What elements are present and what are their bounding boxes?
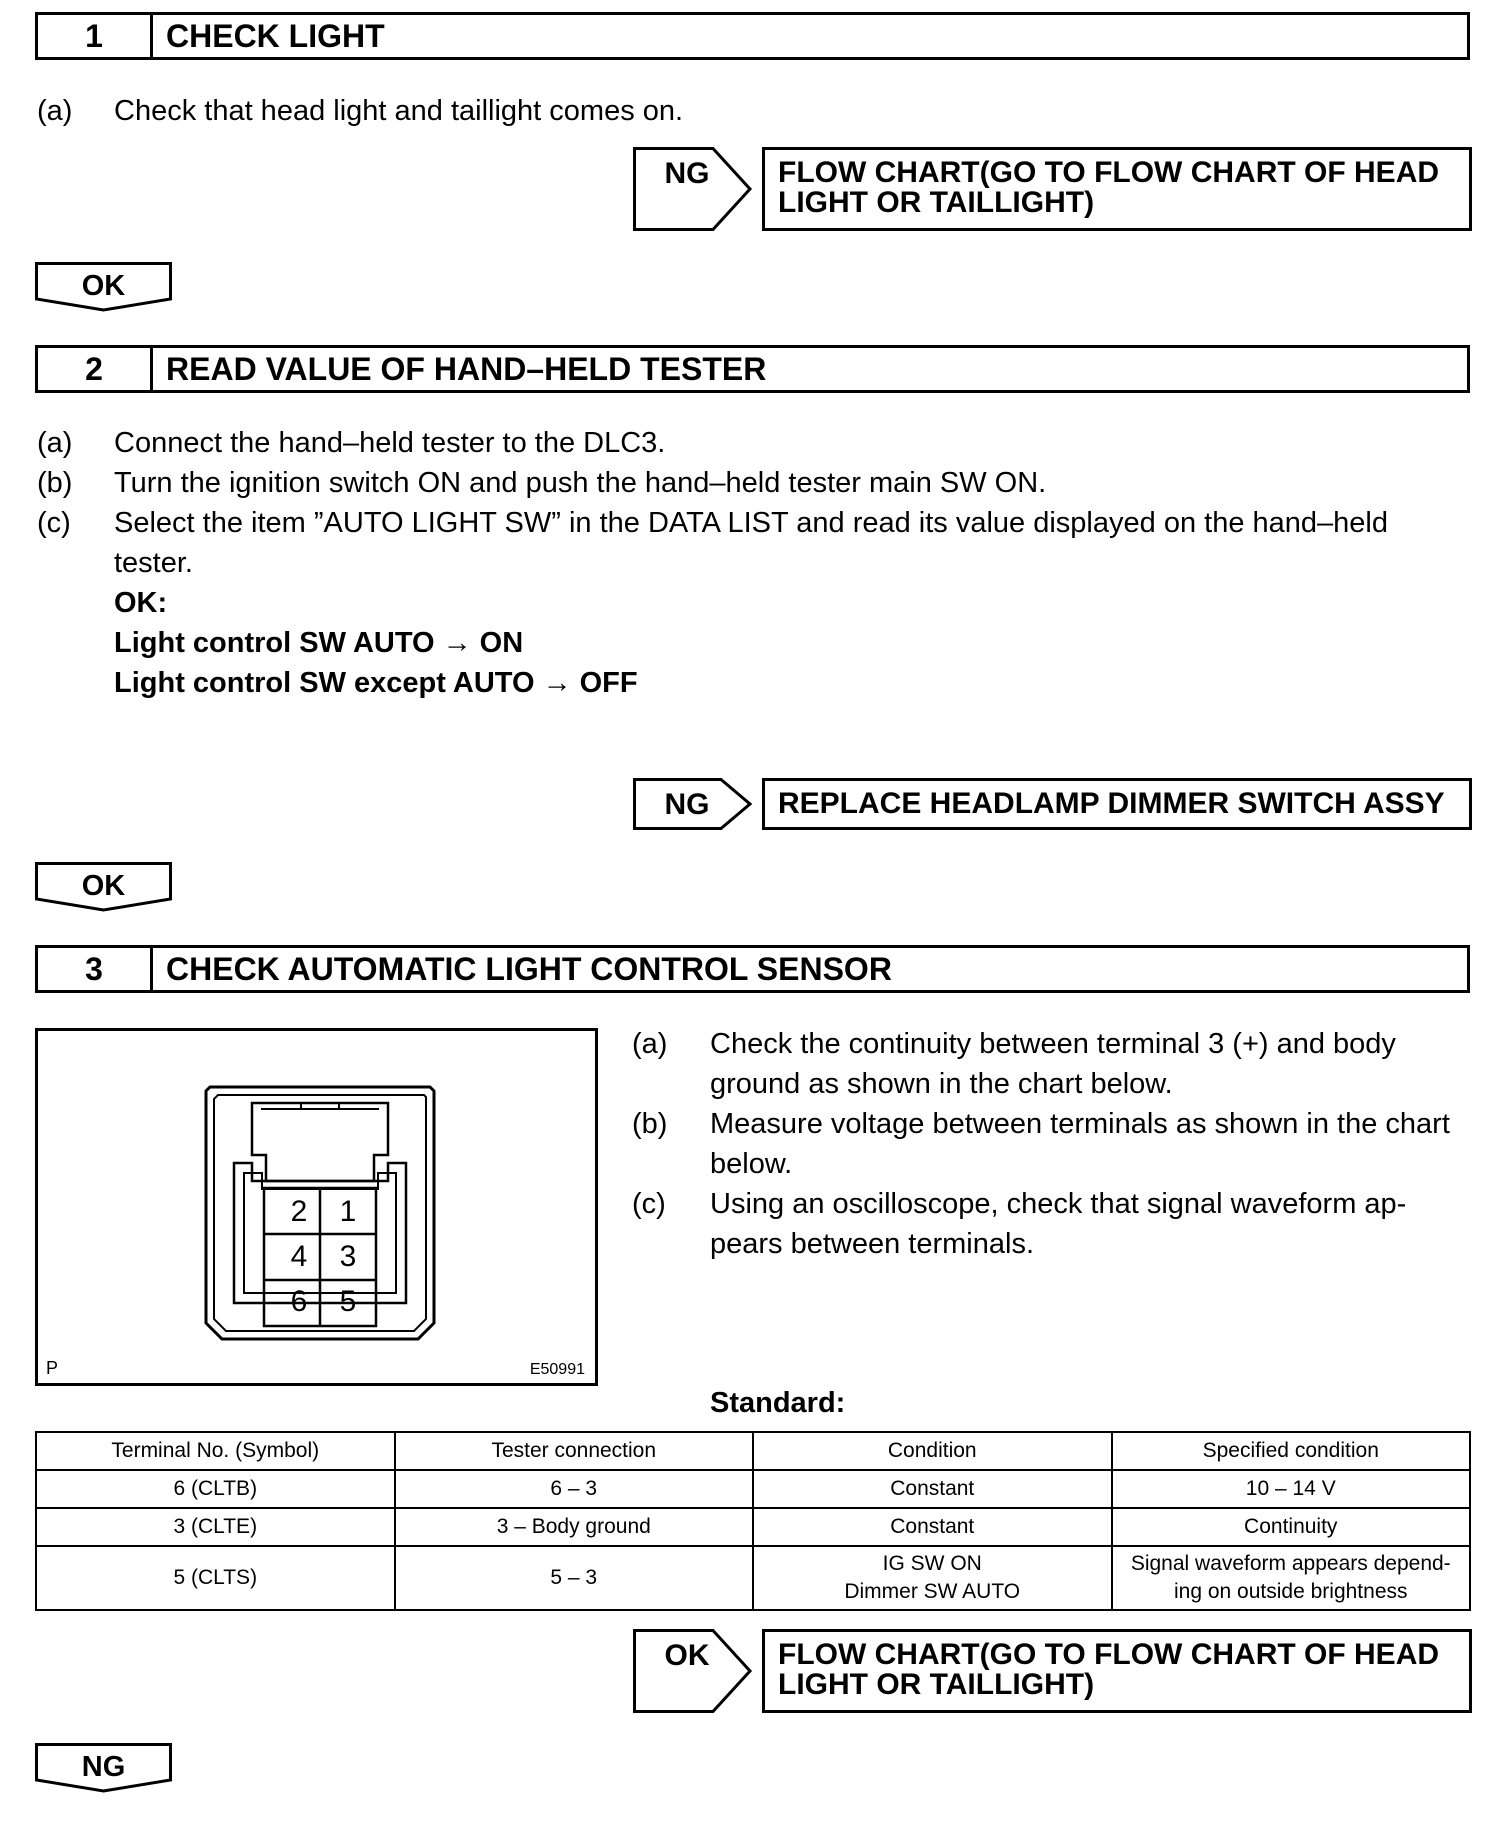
ok-label: OK bbox=[664, 1639, 710, 1672]
step-title: CHECK LIGHT bbox=[166, 17, 385, 54]
step-number: 2 bbox=[38, 348, 153, 390]
result-line: REPLACE HEADLAMP DIMMER SWITCH ASSY bbox=[778, 787, 1445, 820]
pin-label: 6 bbox=[290, 1285, 308, 1318]
item-letter: (b) bbox=[632, 1108, 668, 1140]
pin-label: 2 bbox=[290, 1195, 308, 1228]
ok-tab bbox=[35, 262, 172, 310]
instruction-text: Connect the hand–held tester to the DLC3. bbox=[114, 427, 666, 459]
table-cell: 5 (CLTS) bbox=[36, 1546, 395, 1610]
table-cell: Constant bbox=[753, 1508, 1112, 1546]
ng-result-box bbox=[762, 147, 1472, 231]
item-letter: (c) bbox=[632, 1188, 666, 1220]
result-line: LIGHT OR TAILLIGHT) bbox=[778, 1668, 1095, 1701]
instruction-text: pears between terminals. bbox=[710, 1228, 1034, 1260]
item-letter: (a) bbox=[37, 95, 73, 127]
ok-tab bbox=[35, 862, 172, 910]
tab-label: OK bbox=[81, 270, 126, 302]
pin-label: 4 bbox=[290, 1240, 308, 1273]
instruction-text: Using an oscilloscope, check that signal waveform ap- bbox=[710, 1188, 1407, 1220]
tab-label: NG bbox=[81, 1751, 126, 1783]
ng-label: NG bbox=[664, 157, 710, 190]
table-header-cell: Condition bbox=[753, 1432, 1112, 1470]
pin-label: 5 bbox=[339, 1285, 357, 1318]
standard-label: Standard: bbox=[710, 1387, 846, 1419]
item-letter: (c) bbox=[37, 507, 71, 539]
table-header-cell: Tester connection bbox=[395, 1432, 754, 1470]
table-cell: 10 – 14 V bbox=[1112, 1470, 1471, 1508]
instruction-text: Turn the ignition switch ON and push the hand–held tester main SW ON. bbox=[114, 467, 1047, 499]
tab-label: OK bbox=[81, 870, 126, 902]
instruction-text: ground as shown in the chart below. bbox=[710, 1068, 1173, 1100]
ok-result-box bbox=[762, 1629, 1472, 1713]
figure-code: E50991 bbox=[529, 1361, 585, 1378]
instruction-text: Measure voltage between terminals as shown in the chart bbox=[710, 1108, 1450, 1140]
table-cell: Continuity bbox=[1112, 1508, 1471, 1546]
pin-label: 1 bbox=[339, 1195, 357, 1228]
connector-figure bbox=[35, 1028, 598, 1386]
table-cell: Constant bbox=[753, 1470, 1112, 1508]
step-number: 1 bbox=[38, 15, 153, 57]
item-letter: (a) bbox=[37, 427, 73, 459]
table-cell: 6 – 3 bbox=[395, 1470, 754, 1508]
instruction-text: below. bbox=[710, 1148, 793, 1180]
ok-criteria: Light control SW except AUTO → OFF bbox=[114, 667, 638, 699]
table-cell: 6 (CLTB) bbox=[36, 1470, 395, 1508]
step-1-header bbox=[35, 12, 1470, 60]
pin-label: 3 bbox=[339, 1240, 357, 1273]
table-header-cell: Terminal No. (Symbol) bbox=[36, 1432, 395, 1470]
table-cell: 5 – 3 bbox=[395, 1546, 754, 1610]
step-2-header bbox=[35, 345, 1470, 393]
instruction-text: Check the continuity between terminal 3 (+) and body bbox=[710, 1028, 1396, 1060]
item-letter: (a) bbox=[632, 1028, 668, 1060]
item-letter: (b) bbox=[37, 467, 73, 499]
table-header-row bbox=[36, 1432, 1470, 1470]
ng-result-box bbox=[762, 778, 1472, 830]
table-cell bbox=[1112, 1546, 1471, 1610]
ng-tab bbox=[35, 1743, 172, 1791]
step-number: 3 bbox=[38, 948, 153, 990]
instruction-text: Select the item ”AUTO LIGHT SW” in the DATA LIST and read its value displayed on the hand–held bbox=[114, 507, 1388, 539]
table-row bbox=[36, 1470, 1470, 1508]
ng-label: NG bbox=[664, 788, 710, 821]
table-cell bbox=[753, 1546, 1112, 1610]
result-line: FLOW CHART(GO TO FLOW CHART OF HEAD bbox=[778, 156, 1440, 189]
step-3-header bbox=[35, 945, 1470, 993]
cell-line: IG SW ON bbox=[882, 1552, 982, 1575]
step-title: CHECK AUTOMATIC LIGHT CONTROL SENSOR bbox=[166, 950, 892, 987]
step-title: READ VALUE OF HAND–HELD TESTER bbox=[166, 350, 767, 387]
ok-heading: OK: bbox=[114, 587, 168, 619]
standard-table bbox=[35, 1431, 1471, 1611]
table-cell: 3 (CLTE) bbox=[36, 1508, 395, 1546]
table-row bbox=[36, 1546, 1470, 1610]
cell-line: Dimmer SW AUTO bbox=[844, 1580, 1021, 1603]
result-line: LIGHT OR TAILLIGHT) bbox=[778, 186, 1095, 219]
cell-line: Signal waveform appears depend- bbox=[1130, 1552, 1451, 1575]
result-line: FLOW CHART(GO TO FLOW CHART OF HEAD bbox=[778, 1638, 1440, 1671]
instruction-text: Check that head light and taillight comes on. bbox=[114, 95, 684, 127]
figure-corner-label: P bbox=[46, 1358, 59, 1378]
ok-criteria: Light control SW AUTO → ON bbox=[114, 627, 524, 659]
table-header-cell: Specified condition bbox=[1112, 1432, 1471, 1470]
table-cell: 3 – Body ground bbox=[395, 1508, 754, 1546]
instruction-text: tester. bbox=[114, 547, 193, 579]
cell-line: ing on outside brightness bbox=[1174, 1580, 1408, 1603]
table-row bbox=[36, 1508, 1470, 1546]
